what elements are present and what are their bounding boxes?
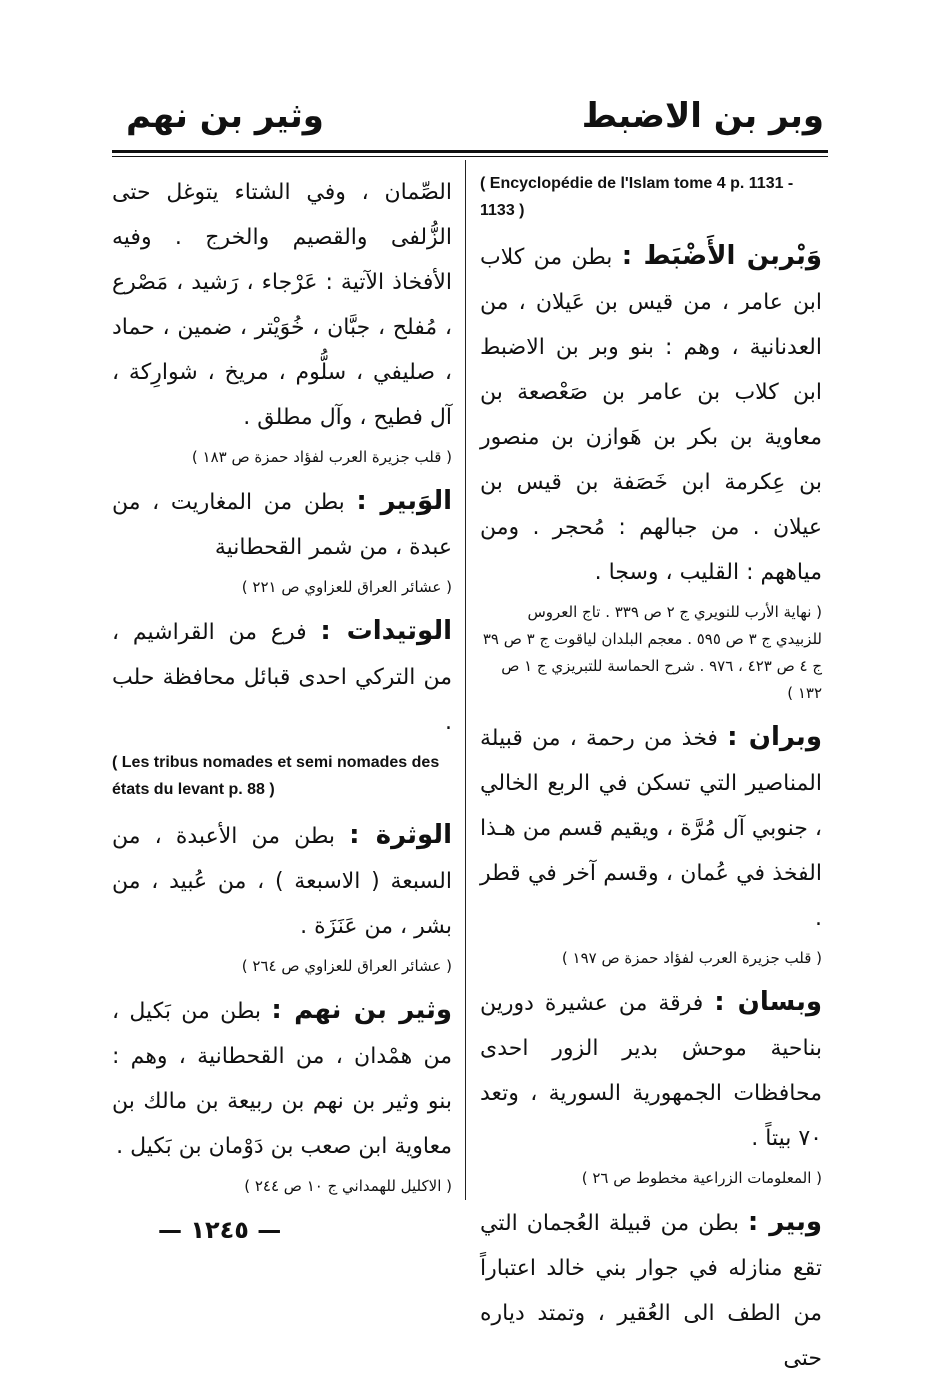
header-rule-thick [112, 150, 828, 153]
entry-head-word: الوَبير : [356, 486, 452, 516]
entry-head-word: وَبْربن الأَضْبَط : [621, 241, 822, 271]
entry-wabran [480, 715, 822, 941]
entry-reference: ( قلب جزيرة العرب لفؤاد حمزة ص ١٩٧ ) [561, 949, 822, 967]
entry-head-word: الوثرة : [349, 820, 452, 850]
entry-wabir [480, 1200, 822, 1381]
entry-reference: ( قلب جزيرة العرب لفؤاد حمزة ص ١٨٣ ) [191, 448, 452, 466]
entry-body: بطن من قبيلة العُجمان التي تقع منازله في جوار بني خالد اعتباراً من الطف الى العُقير ، وتمتد دياره حتى [480, 1211, 822, 1371]
running-head-right: وبر بن الاضبط [581, 96, 824, 136]
entry-wuthayr-ibn-nahm [112, 988, 452, 1169]
entry-body: الصِّمان ، وفي الشتاء يتوغل حتى الزُّلفى والقصيم والخرج . وفيه الأفخاذ الآتية : عَرْجاء ، رَشيد ، مَصْرع ، مُفلح ، جبَّان ، خُوَيْتر ، ضمين ، حماد ، صليفي ، سلُّوم ، مريخ ، شوارِكة ، آل فطيح ، وآل مطلق . [112, 180, 452, 430]
entry-wabsan [480, 980, 822, 1161]
entry-head-word: وبسان : [714, 987, 822, 1017]
entry-al-wutaydat [112, 609, 452, 745]
running-head-left: وثير بن نهم [126, 96, 324, 136]
entry-body: فرقة من عشيرة دورين بناحية موحش بدير الزور احدى محافظات الجمهورية السورية ، وتعد ٧٠ بيتاً . [480, 991, 822, 1151]
entry-reference: ( عشائر العراق للعزاوي ص ٢٦٤ ) [241, 957, 452, 975]
reference-french: ( Encyclopédie de l'Islam tome 4 p. 1131 - 1133 ) [480, 175, 794, 219]
entry-al-wathra [112, 813, 452, 949]
entry-body: فخذ من رحمة ، من قبيلة المناصير التي تسكن في الربع الخالي ، جنوبي آل مُرَّة ، ويقيم قسم من هـذا الفخذ في عُمان ، وقسم آخر في قطر . [480, 726, 822, 931]
entry-head-word: وثير بن نهم : [271, 995, 453, 1025]
entry-body: بطن من الأعبدة ، من السبعة ( الاسبعة ) ، من عُبيد ، من بشر ، من عَنَزَة . [112, 824, 452, 939]
column-divider [465, 160, 466, 1200]
entry-reference: ( عشائر العراق للعزاوي ص ٢٢١ ) [241, 578, 452, 596]
reference-french: ( Les tribus nomades et semi nomades des états du levant p. 88 ) [112, 754, 440, 798]
entry-reference: ( المعلومات الزراعية مخطوط ص ٢٦ ) [581, 1169, 822, 1187]
page-number: — ١٢٤٥ — [158, 1216, 282, 1244]
entry-al-wubayr [112, 479, 452, 570]
entry-body: بطن من المغاريت ، من عبدة ، من شمر القحطانية [112, 490, 452, 560]
entry-body: فرع من القراشيم ، من التركي احدى قبائل محافظة حلب . [112, 620, 452, 735]
left-column [112, 170, 452, 1208]
entry-continuation [112, 170, 452, 440]
entry-reference: ( نهاية الأرب للنويري ج ٢ ص ٣٣٩ . تاج العروس للزبيدي ج ٣ ص ٥٩٥ . معجم البلدان لياقوت ج ٣ ص ٣٩ ج ٤ ص ٤٢٣ ، ٩٧٦ . شرح الحماسة للتبريزي ج ١ ص ١٣٢ ) [482, 603, 822, 702]
entry-reference: ( الاكليل للهمداني ج ١٠ ص ٢٤٤ ) [244, 1177, 452, 1195]
entry-body: بطن من بَكيل ، من همْدان ، من القحطانية ، وهم : بنو وثير بن نهم بن ربيعة بن مالك بن معاوية ابن صعب بن دَوْمان بن بَكيل . [112, 999, 452, 1159]
entry-wabr-ibn-al-adbat [480, 234, 822, 595]
entry-head-word: الوتيدات : [320, 616, 452, 646]
header-rule-thin [112, 156, 828, 157]
entry-body: بطن من كلاب ابن عامر ، من قيس بن عَيلان ، من العدنانية ، وهم : بنو وبر بن الاضبط ابن كلاب بن عامر بن صَعْصعة بن معاوية بن بكر بن هَوازن بن منصور بن عِكرمة ابن خَصَفة بن قيس بن عيلان . من جبالهم : مُحجر . ومن مياههم : القليب ، وسجا . [480, 245, 822, 585]
entry-head-word: وبير : [747, 1207, 822, 1237]
entry-head-word: وبران : [727, 722, 822, 752]
right-column [480, 170, 822, 1385]
